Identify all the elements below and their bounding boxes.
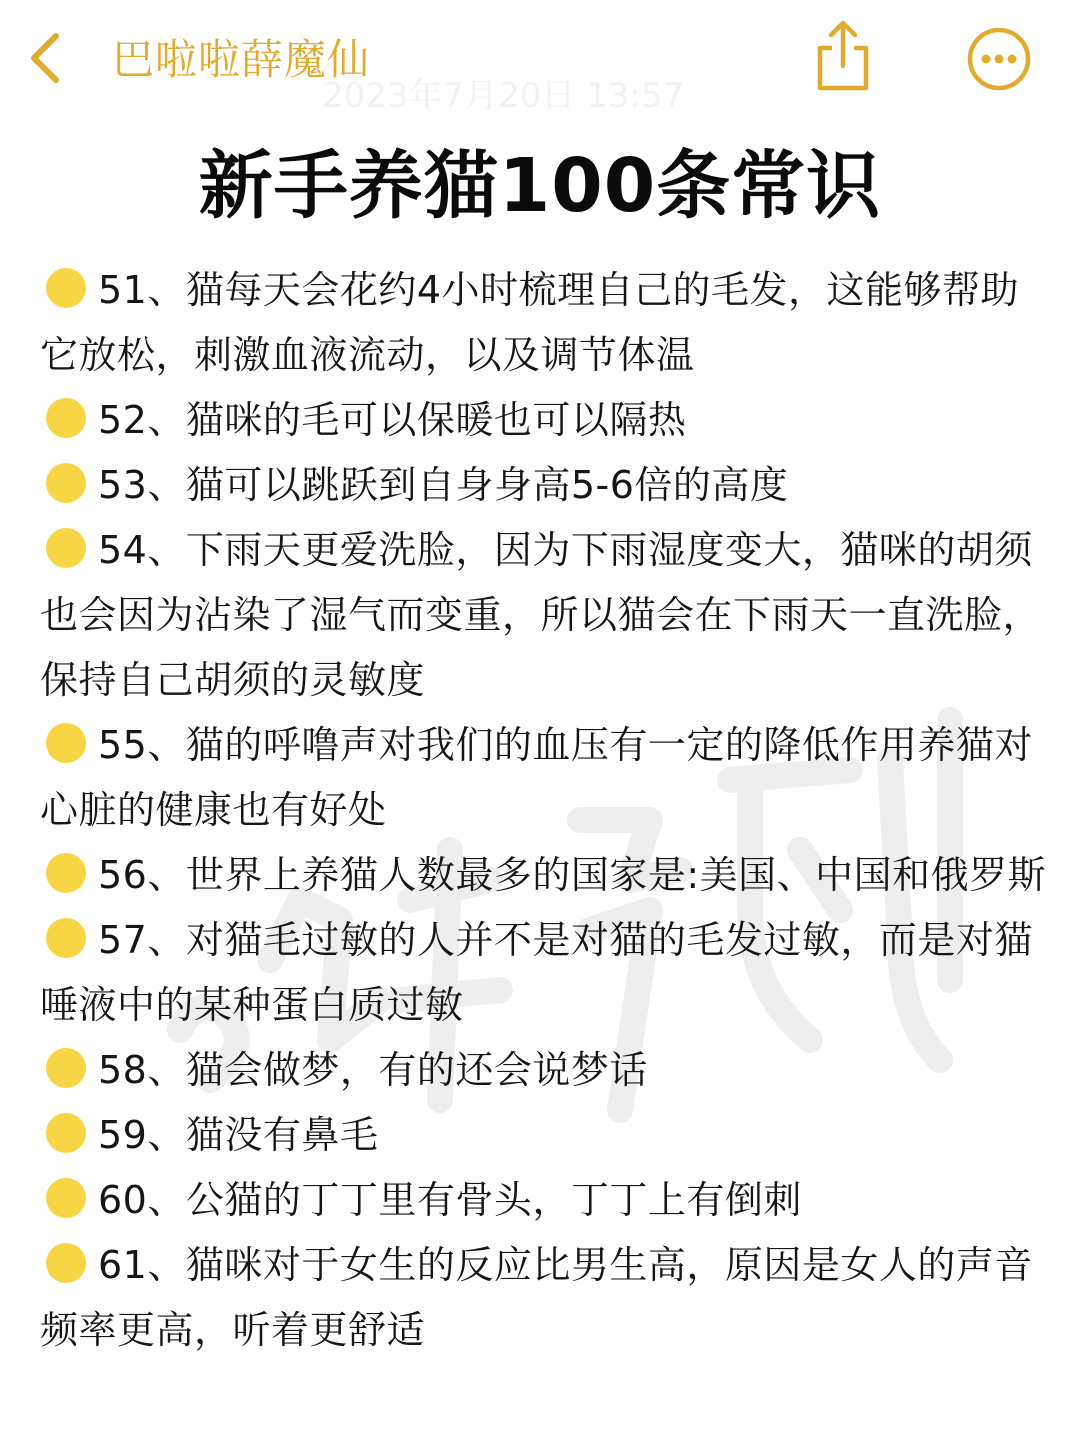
list-item-60 xyxy=(40,1168,1050,1233)
more-options-button[interactable] xyxy=(966,26,1032,92)
list-item-text: 51、猫每天会花约4小时梳理自己的毛发，这能够帮助它放松，刺激血液流动，以及调节体温 xyxy=(40,268,1020,377)
list-item-text: 57、对猫毛过敏的人并不是对猫的毛发过敏，而是对猫唾液中的某种蛋白质过敏 xyxy=(40,918,1033,1027)
list-item-text: 54、下雨天更爱洗脸，因为下雨湿度变大，猫咪的胡须也会因为沾染了湿气而变重，所以猫会在下雨天一直洗脸，保持自己胡须的灵敏度 xyxy=(40,528,1042,702)
yellow-circle-bullet-icon xyxy=(46,1178,86,1218)
yellow-circle-bullet-icon xyxy=(46,1048,86,1088)
list-item-text: 60、公猫的丁丁里有骨头，丁丁上有倒刺 xyxy=(98,1178,802,1222)
list-item-52 xyxy=(40,388,1050,453)
list-item-56 xyxy=(40,843,1050,908)
top-navigation-bar xyxy=(0,0,1080,120)
list-item-55 xyxy=(40,713,1050,843)
list-item-text: 58、猫会做梦，有的还会说梦话 xyxy=(98,1048,648,1092)
list-item-text: 59、猫没有鼻毛 xyxy=(98,1113,379,1157)
list-item-53 xyxy=(40,453,1050,518)
notebook-title[interactable]: 巴啦啦薛魔仙 xyxy=(112,35,371,84)
list-item-text: 55、猫的呼噜声对我们的血压有一定的降低作用养猫对心脏的健康也有好处 xyxy=(40,723,1033,832)
chevron-left-icon xyxy=(24,28,68,88)
list-item-text: 52、猫咪的毛可以保暖也可以隔热 xyxy=(98,398,687,442)
yellow-circle-bullet-icon xyxy=(46,723,86,763)
yellow-circle-bullet-icon xyxy=(46,1113,86,1153)
note-body xyxy=(40,258,1050,1363)
yellow-circle-bullet-icon xyxy=(46,463,86,503)
note-title: 新手养猫100条常识 xyxy=(198,143,882,229)
share-icon xyxy=(812,18,874,94)
yellow-circle-bullet-icon xyxy=(46,268,86,308)
list-item-51 xyxy=(40,258,1050,388)
list-item-58 xyxy=(40,1038,1050,1103)
list-item-text: 53、猫可以跳跃到自身身高5-6倍的高度 xyxy=(98,463,789,507)
list-item-57 xyxy=(40,908,1050,1038)
more-dots-icon xyxy=(966,26,1032,92)
list-item-54 xyxy=(40,518,1050,713)
list-item-61 xyxy=(40,1233,1050,1363)
note-timestamp: 2023年7月20日 13:57 xyxy=(322,76,685,116)
yellow-circle-bullet-icon xyxy=(46,1243,86,1283)
yellow-circle-bullet-icon xyxy=(46,528,86,568)
list-item-59 xyxy=(40,1103,1050,1168)
yellow-circle-bullet-icon xyxy=(46,398,86,438)
yellow-circle-bullet-icon xyxy=(46,918,86,958)
list-item-text: 61、猫咪对于女生的反应比男生高，原因是女人的声音频率更高，听着更舒适 xyxy=(40,1243,1033,1352)
back-button[interactable] xyxy=(24,28,68,88)
list-item-text: 56、世界上养猫人数最多的国家是:美国、中国和俄罗斯 xyxy=(98,853,1047,897)
yellow-circle-bullet-icon xyxy=(46,853,86,893)
share-button[interactable] xyxy=(812,18,874,94)
